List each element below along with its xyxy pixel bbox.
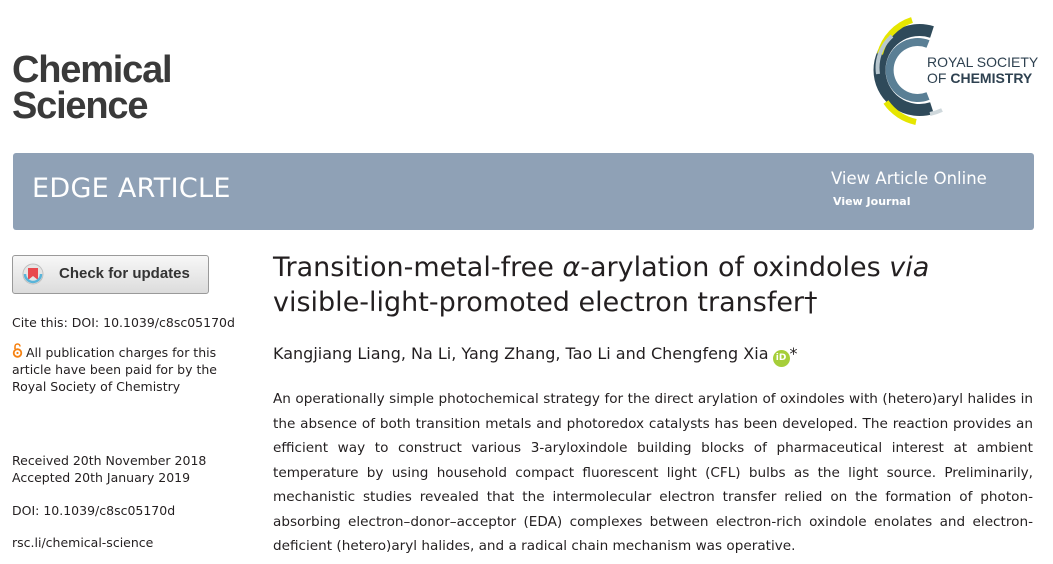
article-doi: DOI: 10.1039/c8sc05170d [12,503,176,518]
title-via: via [889,252,930,283]
open-access-text: All publication charges for this article have been paid for by the Royal Society of Chemistry [12,345,217,394]
author-list [273,344,798,367]
rsc-logo-line2-bold: CHEMISTRY [950,70,1033,86]
check-updates-icon [22,263,44,285]
accepted-date: Accepted 20th January 2019 [12,470,191,485]
orcid-icon[interactable]: iD [773,350,790,367]
article-title [273,250,1033,320]
journal-name-line1: Chemical [12,49,172,91]
article-type: EDGE ARTICLE [32,173,231,204]
open-access-icon [12,343,23,358]
article-type-banner [13,153,1034,230]
rsc-logo [872,14,1052,126]
rsc-logo-text [927,54,1038,86]
title-part1: Transition-metal-free [273,252,563,283]
cite-label: Cite this: [12,315,68,330]
article-dates [12,452,242,486]
check-for-updates-button[interactable] [12,255,209,294]
corresponding-author-mark: * [789,344,798,363]
journal-name-line2: Science [12,85,148,127]
title-part3: visible-light-promoted electron transfer [273,287,805,318]
title-alpha: α [562,252,581,283]
abstract: An operationally simple photochemical strategy for the direct arylation of oxindoles with (hetero)aryl halides in the absence of both transition metals and photoredox catalysts has been developed. The reaction provides an efficient way to construct various 3-aryloxindole building blocks of pharmaceutical interest at ambient temperature by using household compact fluorescent light (CFL) bulbs as the light source. Preliminarily, mechanistic studies revealed that the intermolecular electron transfer relied on the formation of photon-absorbing electron–donor–acceptor (EDA) complexes between electron-rich oxindole enolates and electron-deficient (hetero)aryl halides, and a radical chain mechanism was operative. [273,391,1033,554]
received-date: Received 20th November 2018 [12,453,207,468]
rsc-logo-line1: ROYAL SOCIETY [927,54,1039,70]
view-journal-link[interactable]: View Journal [833,195,911,208]
authors-text: Kangjiang Liang, Na Li, Yang Zhang, Tao Li and Chengfeng Xia [273,344,769,363]
title-part2: -arylation of oxindoles [580,252,890,283]
rsc-logo-line2 [927,70,1038,86]
view-article-online-link[interactable]: View Article Online [831,169,987,188]
cite-this [12,314,242,331]
cite-value: DOI: 10.1039/c8sc05170d [71,315,235,330]
rsc-logo-line2-prefix: OF [927,70,951,86]
journal-url-link[interactable]: rsc.li/chemical-science [12,535,154,550]
title-dagger-link[interactable]: † [804,287,818,318]
open-access-note [12,343,242,395]
check-for-updates-label: Check for updates [59,265,190,282]
journal-name [12,49,172,127]
